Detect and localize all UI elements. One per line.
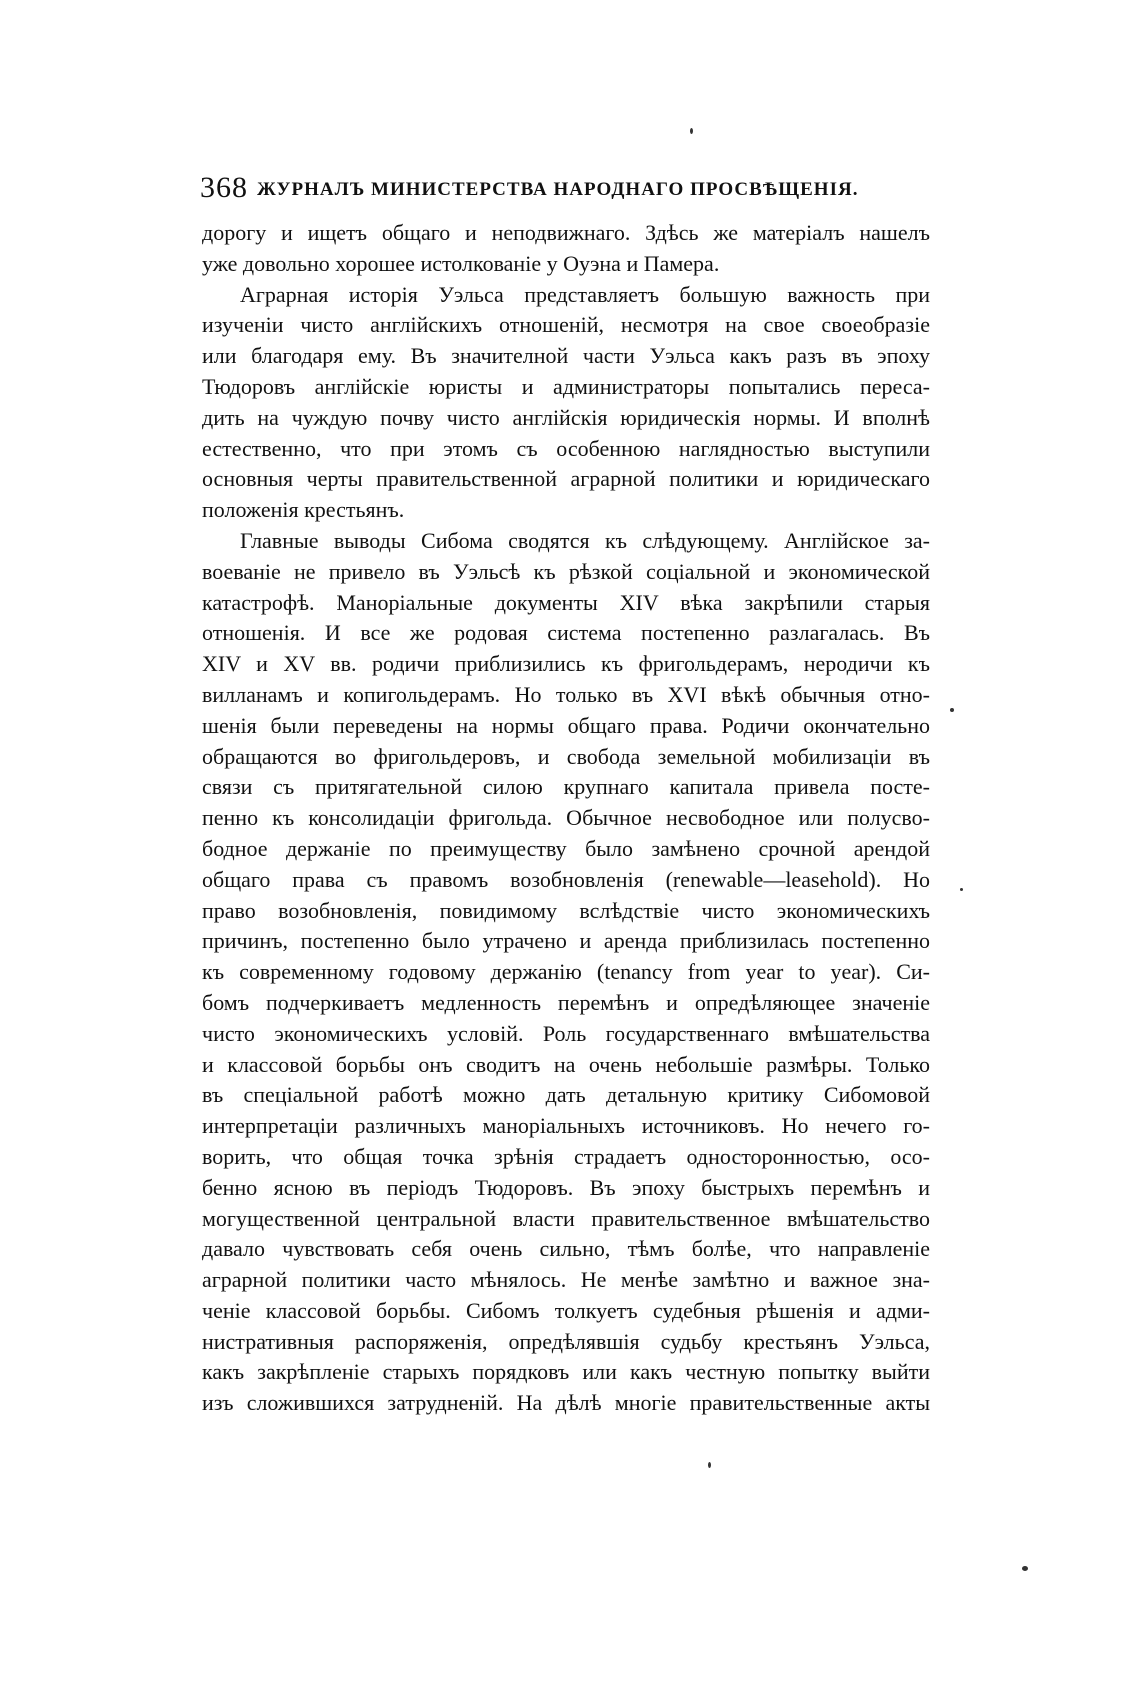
text-line: общаго права съ правомъ возобновленія (renewable—leasehold). Но [202, 866, 930, 892]
text-line: Тюдоровъ англійскіе юристы и администраторы попытались переса- [202, 373, 930, 399]
text-line: связи съ притягательной силою крупнаго капитала привела посте- [202, 774, 930, 800]
scan-speck [950, 708, 954, 712]
text-line: и классовой борьбы онъ сводитъ на очень небольшіе размѣры. Только [202, 1051, 930, 1077]
text-line: могущественной центральной власти правительственное вмѣшательство [202, 1205, 930, 1231]
scan-speck [1022, 1566, 1028, 1571]
text-line: бомъ подчеркиваетъ медленность перемѣнъ и опредѣляющее значеніе [202, 989, 930, 1015]
text-line: нистративныя распоряженія, опредѣлявшія судьбу крестьянъ Уэльса, [202, 1328, 930, 1354]
text-line: давало чувствовать себя очень сильно, тѣмъ болѣе, что направленіе [202, 1236, 930, 1262]
text-line: основныя черты правительственной аграрной политики и юридическаго [202, 466, 930, 492]
text-line: причинъ, постепенно было утрачено и аренда приблизилась постепенно [202, 928, 930, 954]
text-line: дорогу и ищетъ общаго и неподвижнаго. Здѣсь же матеріалъ нашелъ [202, 220, 930, 245]
page-number: 368 [200, 171, 248, 204]
text-line: XIV и XV вв. родичи приблизились къ фригольдерамъ, неродичи къ [202, 651, 930, 677]
text-line: пенно къ консолидаціи фригольда. Обычное несвободное или полусво- [202, 805, 930, 831]
text-line: какъ закрѣпленіе старыхъ порядковъ или какъ честную попытку выйти [202, 1359, 930, 1385]
text-line: положенія крестьянъ. [202, 497, 405, 523]
text-line: чисто экономическихъ условій. Роль государственнаго вмѣшательства [202, 1020, 930, 1046]
text-line: или благодаря ему. Въ значителной части Уэльса какъ разъ въ эпоху [202, 343, 930, 369]
paragraph [202, 526, 930, 1419]
text-line: интерпретаціи различныхъ манорiальныхъ источниковъ. Но нечего го- [202, 1113, 930, 1139]
scan-speck [708, 1462, 711, 1468]
text-line: естественно, что при этомъ съ особенною наглядностью выступили [202, 435, 930, 461]
text-line: къ современному годовому держанію (tenancy from year to year). Си- [202, 959, 930, 985]
text-line: Главные выводы Сибома сводятся къ слѣдующему. Англійское за- [240, 527, 930, 553]
text-line: обращаются во фригольдеровъ, и свобода земельной мобилизаціи въ [202, 743, 930, 769]
text-line: право возобновленія, повидимому вслѣдствіе чисто экономическихъ [202, 897, 930, 923]
text-line: ченіе классовой борьбы. Сибомъ толкуетъ судебныя рѣшенія и адми- [202, 1297, 930, 1323]
text-line: въ спеціальной работѣ можно дать детальную критику Сибомовой [202, 1082, 930, 1108]
paragraph [202, 280, 930, 526]
text-line: ворить, что общая точка зрѣнія страдаетъ односторонностью, осо- [202, 1143, 930, 1169]
running-title: ЖУРНАЛЪ МИНИСТЕРСТВА НАРОДНАГО ПРОСВѢЩЕНІЯ. [257, 179, 859, 200]
page-header [200, 170, 930, 210]
text-line: шенія были переведены на нормы общаго права. Родичи окончательно [202, 712, 930, 738]
scan-speck [690, 128, 693, 134]
text-line: аграрной политики часто мѣнялось. Не менѣе замѣтно и важное зна- [202, 1267, 930, 1293]
text-line: вилланамъ и копигольдерамъ. Но только въ XVI вѣкѣ обычныя отно- [202, 681, 930, 707]
text-line: изъ сложившихся затрудненій. На дѣлѣ многіе правительственные акты [202, 1390, 930, 1416]
text-line: отношенія. И все же родовая система постепенно разлагалась. Въ [202, 620, 930, 646]
text-line: уже довольно хорошее истолкованіе у Оуэна и Памера. [202, 250, 720, 276]
text-line: изученіи чисто англійскихъ отношеній, несмотря на свое своеобразіе [202, 312, 930, 338]
scan-speck [960, 888, 963, 891]
body-text [202, 218, 930, 1419]
text-line: катастрофѣ. Манорiальные документы XIV вѣка закрѣпили старыя [202, 589, 930, 615]
text-line: бенно ясною въ періодъ Тюдоровъ. Въ эпоху быстрыхъ перемѣнъ и [202, 1174, 930, 1200]
paragraph [202, 218, 930, 280]
text-line: воеваніе не привело въ Уэльсѣ къ рѣзкой соціальной и экономической [202, 558, 930, 584]
text-line: бодное держаніе по преимуществу было замѣнено срочной арендой [202, 835, 930, 861]
text-line: дить на чуждую почву чисто англійскія юридическія нормы. И вполнѣ [202, 404, 930, 430]
text-line: Аграрная исторія Уэльса представляетъ большую важность при [240, 281, 930, 307]
